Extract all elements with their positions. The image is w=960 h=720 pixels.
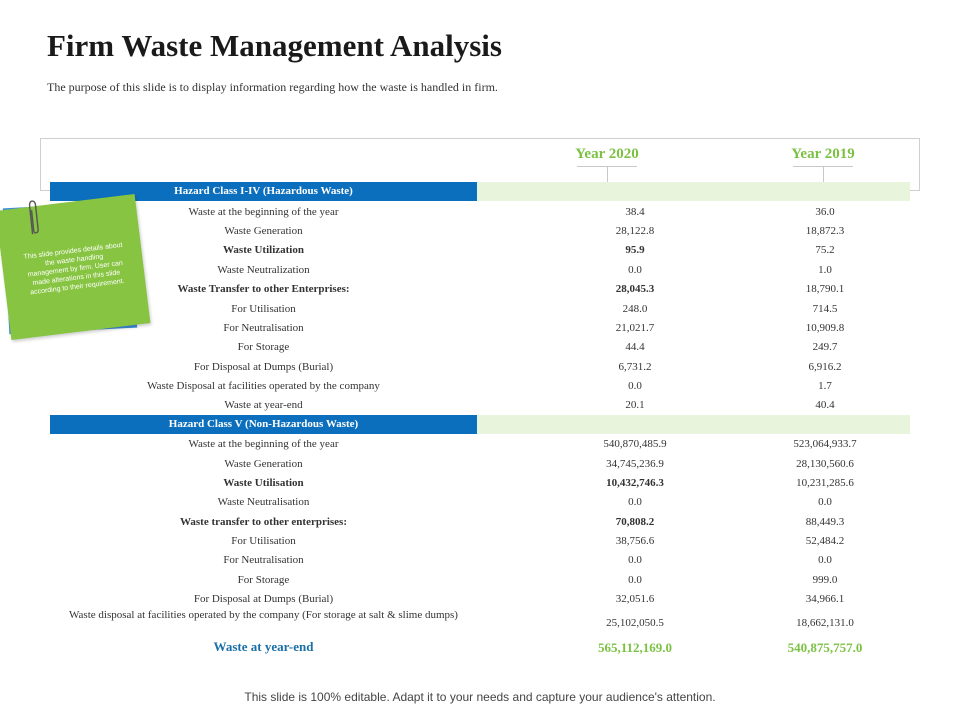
row-label: Waste Generation	[224, 225, 303, 237]
row-label: Waste Generation	[224, 458, 303, 470]
row-value-2019: 75.2	[815, 244, 835, 256]
footer-text: This slide is 100% editable. Adapt it to your needs and capture your audience's attention.	[244, 690, 716, 704]
section-title: Hazard Class V (Non-Hazardous Waste)	[50, 415, 477, 434]
row-value-2020: 0.0	[628, 264, 642, 276]
row-value-2020: 0.0	[628, 554, 642, 566]
row-label: For Disposal at Dumps (Burial)	[193, 593, 334, 605]
row-value-2019: 6,916.2	[808, 361, 842, 373]
table-row	[50, 203, 910, 222]
table-row	[50, 280, 910, 299]
table-row	[50, 571, 910, 590]
row-value-2020: 38,756.6	[615, 535, 655, 547]
row-value-2020: 6,731.2	[618, 361, 652, 373]
row-value-2019: 540,875,757.0	[787, 640, 863, 655]
row-label: For Neutralisation	[223, 554, 304, 566]
table-row	[50, 607, 910, 641]
row-value-2020: 25,102,050.5	[606, 617, 664, 629]
table-row	[50, 435, 910, 454]
row-value-2019: 40.4	[815, 399, 835, 411]
row-value-2020: 44.4	[625, 341, 645, 353]
row-label: Waste Utilisation	[223, 477, 304, 489]
row-value-2019: 34,966.1	[805, 593, 845, 605]
row-label: For Storage	[237, 341, 290, 353]
section-title: Hazard Class I-IV (Hazardous Waste)	[50, 182, 477, 201]
row-value-2020: 248.0	[622, 303, 648, 315]
section-header-hazardous	[50, 182, 910, 201]
row-label: Waste transfer to other enterprises:	[180, 516, 347, 528]
row-value-2020: 28,045.3	[615, 283, 655, 295]
table-row	[50, 396, 910, 415]
row-value-2019: 18,790.1	[805, 283, 845, 295]
row-value-2019: 999.0	[812, 574, 838, 586]
row-label: Waste at the beginning of the year	[188, 206, 339, 218]
row-value-2019: 36.0	[815, 206, 835, 218]
section-header-non-hazardous	[50, 415, 910, 434]
row-value-2020: 28,122.8	[615, 225, 655, 237]
row-value-2019: 18,872.3	[805, 225, 845, 237]
row-label: Waste Neutralization	[217, 264, 310, 276]
table-row	[50, 493, 910, 512]
page-subtitle: The purpose of this slide is to display information regarding how the waste is handled in firm.	[47, 80, 498, 94]
table-row	[50, 261, 910, 280]
row-value-2020: 0.0	[628, 574, 642, 586]
column-tick-2019	[793, 166, 853, 183]
row-label: For Storage	[237, 574, 290, 586]
column-tick-2020	[577, 166, 637, 183]
row-label: Waste disposal at facilities operated by the company (For storage at salt & slime dumps)	[69, 609, 458, 621]
row-value-2019: 10,231,285.6	[796, 477, 854, 489]
row-label: Waste Utilization	[223, 244, 304, 256]
row-label: For Utilisation	[231, 303, 296, 315]
row-label: For Neutralisation	[223, 322, 304, 334]
table-row-total	[50, 637, 910, 656]
table-row	[50, 300, 910, 319]
row-value-2020: 20.1	[625, 399, 645, 411]
table-row	[50, 532, 910, 551]
row-value-2019: 0.0	[818, 496, 832, 508]
row-label: Waste Disposal at facilities operated by the company	[147, 380, 380, 392]
table-row	[50, 455, 910, 474]
row-value-2020: 10,432,746.3	[606, 477, 664, 489]
row-value-2020: 32,051.6	[615, 593, 655, 605]
row-value-2020: 34,745,236.9	[606, 458, 664, 470]
row-label: Waste Transfer to other Enterprises:	[177, 283, 350, 295]
sticky-note	[0, 194, 150, 340]
column-header-2020: Year 2020	[575, 146, 639, 162]
table-row	[50, 377, 910, 396]
table-row	[50, 241, 910, 260]
row-value-2019: 523,064,933.7	[793, 438, 857, 450]
row-value-2019: 0.0	[818, 554, 832, 566]
row-value-2019: 1.7	[818, 380, 832, 392]
row-value-2020: 0.0	[628, 496, 642, 508]
row-value-2020: 95.9	[625, 244, 645, 256]
row-label: For Utilisation	[231, 535, 296, 547]
row-value-2020: 21,021.7	[615, 322, 655, 334]
row-value-2020: 565,112,169.0	[597, 640, 673, 655]
row-value-2019: 88,449.3	[805, 516, 845, 528]
table-row	[50, 551, 910, 570]
row-value-2020: 38.4	[625, 206, 645, 218]
row-value-2020: 70,808.2	[615, 516, 655, 528]
row-label: Waste at year-end	[224, 399, 303, 411]
sticky-note-text: This slide provides details about the waste handling management by firm. User can made alterations in this slide according to their requirement.	[23, 241, 126, 297]
table-row	[50, 319, 910, 338]
row-label: Waste Neutralisation	[217, 496, 310, 508]
table-row	[50, 358, 910, 377]
row-value-2020: 540,870,485.9	[603, 438, 667, 450]
table-row	[50, 513, 910, 532]
row-value-2019: 249.7	[812, 341, 838, 353]
table-row	[50, 474, 910, 493]
table-row	[50, 338, 910, 357]
row-label: Waste at year-end	[213, 639, 314, 654]
row-value-2019: 52,484.2	[805, 535, 845, 547]
row-value-2020: 0.0	[628, 380, 642, 392]
row-value-2019: 28,130,560.6	[796, 458, 854, 470]
row-value-2019: 1.0	[818, 264, 832, 276]
row-value-2019: 10,909.8	[805, 322, 845, 334]
row-label: Waste at the beginning of the year	[188, 438, 339, 450]
column-header-2019: Year 2019	[791, 146, 855, 162]
page-title: Firm Waste Management Analysis	[47, 28, 502, 63]
row-value-2019: 18,662,131.0	[796, 617, 854, 629]
row-label: For Disposal at Dumps (Burial)	[193, 361, 334, 373]
table-row	[50, 222, 910, 241]
row-value-2019: 714.5	[812, 303, 838, 315]
